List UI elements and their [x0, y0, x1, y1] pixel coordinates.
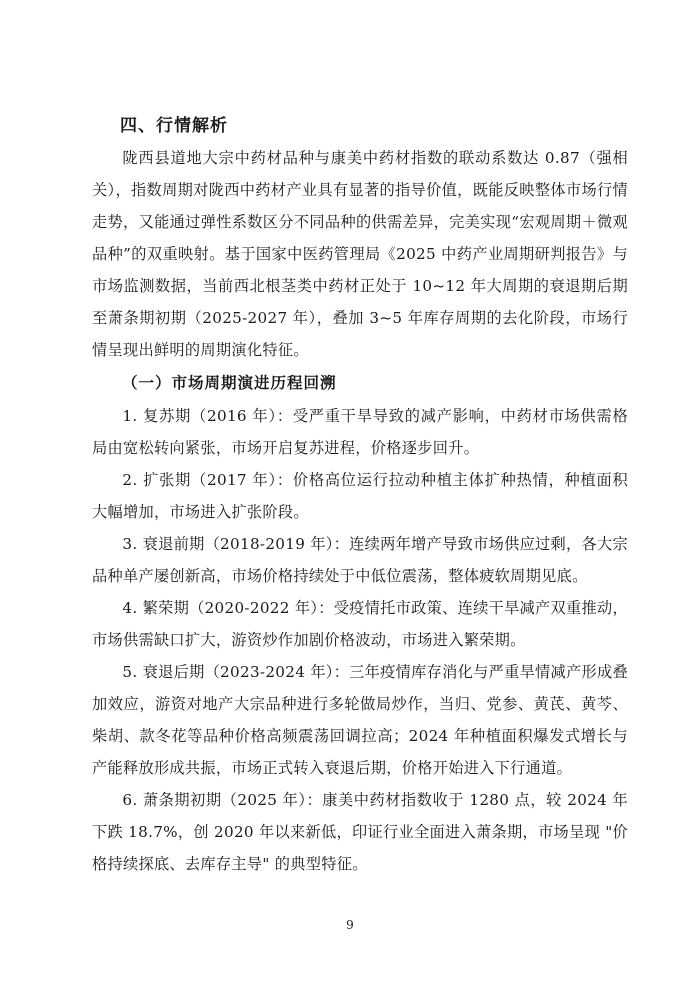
- subsection-heading: （一）市场周期演进历程回溯: [122, 374, 337, 392]
- page-number: 9: [346, 918, 354, 932]
- cycle-item-late-recession: 5. 衰退后期（2023-2024 年）：三年疫情库存消化与严重旱情减产形成叠加效应，游资对地产大宗品种进行多轮做局炒作，当归、党参、黄芪、黄芩、柴胡、款冬花等品种价格高频震荡回调拉高；2024 年种植面积爆发式增长与产能释放形成共振，市场正式转入衰退后期，价格开始进入下行通道。: [92, 663, 628, 777]
- page-content: [92, 110, 628, 880]
- cycle-item-expansion: 2. 扩张期（2017 年）：价格高位运行拉动种植主体扩种热情，种植面积大幅增加，市场进入扩张阶段。: [92, 471, 628, 521]
- section-heading: 四、行情解析: [120, 116, 228, 136]
- cycle-item-early-depression: 6. 萧条期初期（2025 年）：康美中药材指数收于 1280 点，较 2024 年下跌 18.7%，创 2020 年以来新低，印证行业全面进入萧条期，市场呈现 "价格持续探底、去库存主导" 的典型特征。: [92, 791, 628, 873]
- cycle-item-prosperity: 4. 繁荣期（2020-2022 年）：受疫情托市政策、连续干旱减产双重推动，市场供需缺口扩大，游资炒作加剧价格波动，市场进入繁荣期。: [92, 599, 628, 649]
- cycle-item-early-recession: 3. 衰退前期（2018-2019 年）：连续两年增产导致市场供应过剩，各大宗品种单产屡创新高，市场价格持续处于中低位震荡，整体疲软周期见底。: [92, 535, 628, 585]
- intro-paragraph: 陇西县道地大宗中药材品种与康美中药材指数的联动系数达 0.87（强相关），指数周期对陇西中药材产业具有显著的指导价值，既能反映整体市场行情走势，又能通过弹性系数区分不同品种的供需差异，完美实现“宏观周期＋微观品种”的双重映射。基于国家中医药管理局《2025 中药产业周期研判报告》与市场监测数据，当前西北根茎类中药材正处于 10~12 年大周期的衰退期后期至萧条期初期（2025-2027 年），叠加 3~5 年库存周期的去化阶段，市场行情呈现出鲜明的周期演化特征。: [92, 149, 628, 359]
- cycle-item-recovery: 1. 复苏期（2016 年）：受严重干旱导致的减产影响，中药材市场供需格局由宽松转向紧张，市场开启复苏进程，价格逐步回升。: [92, 407, 628, 457]
